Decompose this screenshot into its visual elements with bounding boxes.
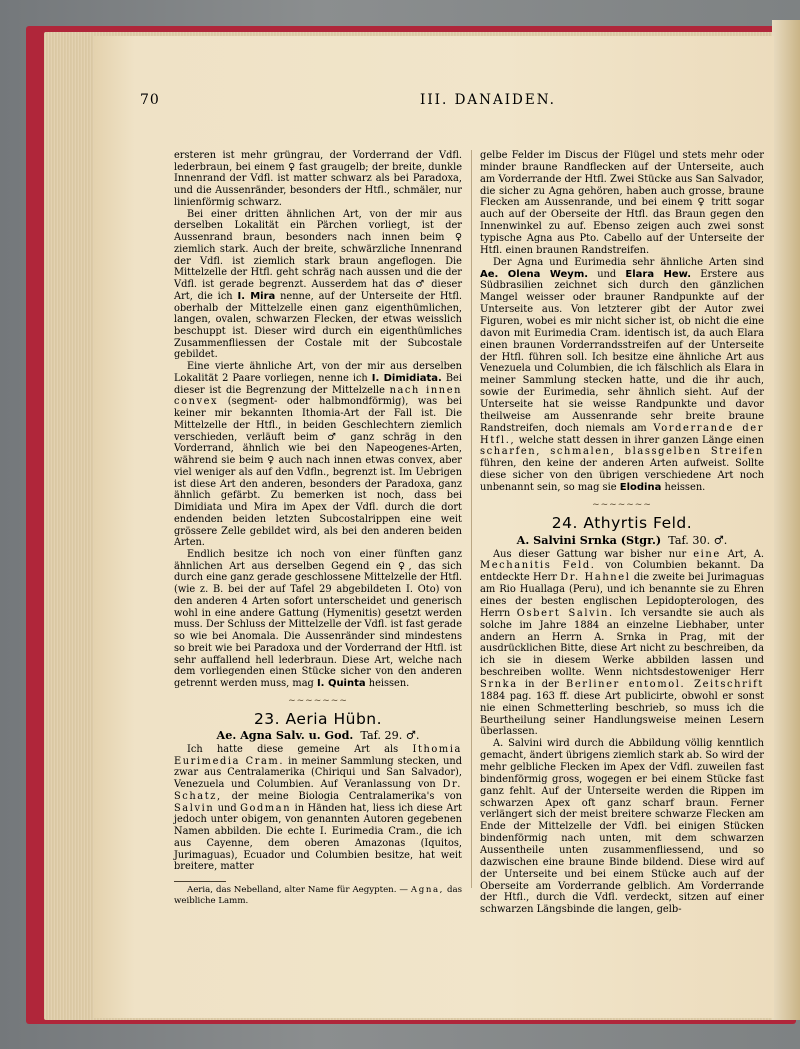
footnote-rule (174, 881, 226, 882)
section-heading: 24. Athyrtis Feld. (551, 513, 693, 532)
column-separator (471, 150, 472, 888)
species-name: I. Quinta (316, 678, 366, 690)
page-number: 70 (140, 92, 160, 108)
footnote: Aeria, das Nebelland, alter Name für Aegypten. — Agna, das weibliche Lamm. (174, 885, 463, 907)
paragraph: Der Agna und Eurimedia sehr ähnliche Arten sind Ae. Olena Weym. und Elara Hew. Erstere aus Südbrasilien zeichnet sich durch den gänzlichen Mangel weisser oder brauner Randpunkte auf der Unterseite aus. Von letzterer gibt der Autor zwei Figuren, wobei es mir nicht sicher ist, ob nicht die eine davon mit Eurimedia Cram. identisch ist, da auch Elara einen braunen Vorderrandsstreifen auf der Unterseite der Htfl. führen soll. Ich besitze eine ähnliche Art aus Venezuela und Columbien, die ich fälschlich als Elara in meiner Sammlung stecken hatte, und die ihr auch, sowie der Eurimedia, sehr ähnlich sieht. Auf der Unterseite hat sie weisse Randpunkte und davor theilweise am Aussenrande sehr breite braune Randstreifen, doch niemals am Vorderrande der Htfl., welche statt dessen in ihrer ganzen Länge einen scharfen, schmalen, blassgelben Streifen führen, den keine der anderen Arten aufweist. Sollte diese sicher von den übrigen verschiedene Art noch unbenannt sein, so mag sie Elodina heissen. (480, 256, 765, 494)
section-divider: ~~~~~~~ (288, 695, 348, 706)
left-column (174, 150, 462, 907)
running-title: III. DANAIDEN. (420, 92, 556, 108)
paragraph: Ich hatte diese gemeine Art als Ithomia Eurimedia Cram. in meiner Sammlung stecken, und zwar aus Centralamerika (Chiriqui und San Salvador), Venezuela und Columbien. Auf Veranlassung von Dr. Schatz, der meine Biologia Centralamerika's von Salvin und Godman in Händen hat, liess ich diese Art jedoch unter obigem, von genannten Autoren gegebenen Namen abbilden. Die echte I. Eurimedia Cram., die ich aus Cayenne, dem oberen Amazonas (Iquitos, Jurimaguas), Ecuador und Columbien besitze, hat weit breitere, matter (174, 743, 462, 873)
next-page-edge (772, 20, 800, 1020)
paragraph: gelbe Felder im Discus der Flügel und stets mehr oder minder braune Randflecken auf der Unterseite, auch am Vorderrande der Htfl. Zwei Stücke aus San Salvador, die sicher zu Agna gehören, haben auch grosse, braune Flecken am Aussenrande, und bei einem ♀ tritt sogar auch auf der Oberseite der Htfl. das Braun gegen den Innenwinkel zu auf. Ebenso zeigen auch zwei sonst typische Agna aus Pto. Cabello auf der Unterseite der Htfl. einen braunen Randstreifen. (480, 150, 764, 256)
right-column (480, 150, 764, 916)
species-name: I. Mira (237, 290, 276, 302)
section-heading: 23. Aeria Hübn. (253, 709, 383, 728)
paragraph: ersteren ist mehr grüngrau, der Vorderrand der Vdfl. lederbraun, bei einem ♀ fast graugelb; der breite, dunkle Innenrand der Vdfl. ist matter schwarz als bei Paradoxa, und die Aussenränder, besonders der Htfl., schmäler, nur linienförmig schwarz. (174, 150, 462, 208)
species-heading: A. Salvini Srnka (Stgr.) Taf. 30. ♂. (516, 532, 728, 547)
paragraph: Bei einer dritten ähnlichen Art, von der mir aus derselben Lokalität ein Pärchen vorliegt, ist der Aussenrand braun, besonders nach innen beim ♀ ziemlich stark. Auch der breite, schwärzliche Innenrand der Vdfl. ist ziemlich stark braun angeflogen. Die Mittelzelle der Htfl. geht schräg nach aussen und die der Vdfl. ist gerade begrenzt. Ausserdem hat das ♂ dieser Art, die ich I. Mira nenne, auf der Unterseite der Htfl. oberhalb der Mittelzelle einen ganz eigenthümlichen, langen, ovalen, schwarzen Flecken, der etwas weisslich beschuppt ist. Dieser wird durch ein eigenthümliches Zusammenfliessen der Costale mit der Subcostale gebildet. (174, 208, 463, 361)
species-name: Elara Hew. (625, 268, 692, 280)
species-name: I. Dimidiata. (371, 372, 442, 384)
paragraph: A. Salvini wird durch die Abbildung völlig kenntlich gemacht, ändert übrigens ziemlich stark ab. So wird der mehr gelbliche Flecken im Apex der Vdfl. zuweilen fast bindenförmig gross, wogegen er bei einem Stücke fast ganz fehlt. Auf der Unterseite werden die Rippen im schwarzen Apex oft ganz scharf braun. Ferner verlängert sich der meist breitere schwarze Flecken am Ende der Mittelzelle der Vdfl. bei einigen Stücken bindenförmig nach unten, mit dem schwarzen Aussentheile unten zusammenfliessend, und so dazwischen eine braune Binde bildend. Diese wird auf der Unterseite und bei einem Stücke auch auf der Oberseite am Vorderrande gelblich. Am Vorderrande der Htfl., durch die Vdfl. verdeckt, sitzen auf einer schwarzen Längsbinde die langen, gelb- (480, 738, 764, 916)
species-name: Ae. Olena Weym. (480, 268, 589, 280)
running-header (0, 92, 800, 112)
section-divider: ~~~~~~~ (592, 499, 652, 510)
paragraph: Endlich besitze ich noch von einer fünften ganz ähnlichen Art aus derselben Gegend ein ♀, das sich durch eine ganz gerade geschlossene Mittelzelle der Htfl. (wie z. B. bei der auf Tafel 29 abgebildeten I. Oto) von den anderen 4 Arten sofort unterscheidet und generisch wohl in eine andere Gattung (Hymenitis) gesetzt werden muss. Der Schluss der Mittelzelle der Vdfl. ist fast gerade so wie bei Anomala. Die Aussenränder sind mindestens so breit wie bei Paradoxa und der Vorderrand der Htfl. ist sehr auffallend hell lederbraun. Diese Art, welche nach dem vorliegenden einen Stücke sicher von den anderen getrennt werden muss, mag I. Quinta heissen. (174, 548, 462, 690)
species-name: Elodina (619, 482, 662, 494)
species-heading: Ae. Agna Salv. u. God. Taf. 29. ♂. (216, 728, 420, 743)
paragraph: Aus dieser Gattung war bisher nur eine Art, A. Mechanitis Feld. von Columbien bekannt. Da entdeckte Herr Dr. Hahnel die zweite bei Jurimaguas am Rio Huallaga (Peru), und ich benannte sie zu Ehren eines der besten englischen Lepidopterologen, des Herrn Osbert Salvin. Ich versandte sie auch als solche im Jahre 1884 an einzelne Liebhaber, unter andern an Herrn A. Srnka in Prag, mit der ausdrücklichen Bitte, diese Art nicht zu beschreiben, da ich sie in diesem Werke abbilden lassen und beschreiben wollte. Wenn nichtsdestoweniger Herr Srnka in der Berliner entomol. Zeitschrift 1884 pag. 163 ff. diese Art publicirte, obwohl er sonst nie einen Schmetterling beschrieb, so muss ich die Beurtheilung seiner Handlungsweise meinen Lesern überlassen. (480, 548, 765, 738)
paragraph: Eine vierte ähnliche Art, von der mir aus derselben Lokalität 2 Paare vorliegen, nenne ich I. Dimidiata. Bei dieser ist die Begrenzung der Mittelzelle nach innen convex (segment- oder halbmondförmig), was bei keiner mir bekannten Ithomia-Art der Fall ist. Die Mittelzelle der Htfl., in beiden Geschlechtern ziemlich verschieden, verläuft beim ♂ ganz schräg in den Vorderrand, ähnlich wie bei den Napeogenes-Arten, während sie beim ♀ auch nach innen etwas convex, aber viel weniger als auf den Vdfln., begrenzt ist. Im Uebrigen ist diese Art den anderen, besonders der Paradoxa, ganz ähnlich gefärbt. Zu bemerken ist noch, dass bei Dimidiata und Mira im Apex der Vdfl. durch die dort endenden beiden letzten Subcostalrippen eine weit grössere Zelle gebildet wird, als bei den anderen beiden Arten. (174, 361, 462, 549)
